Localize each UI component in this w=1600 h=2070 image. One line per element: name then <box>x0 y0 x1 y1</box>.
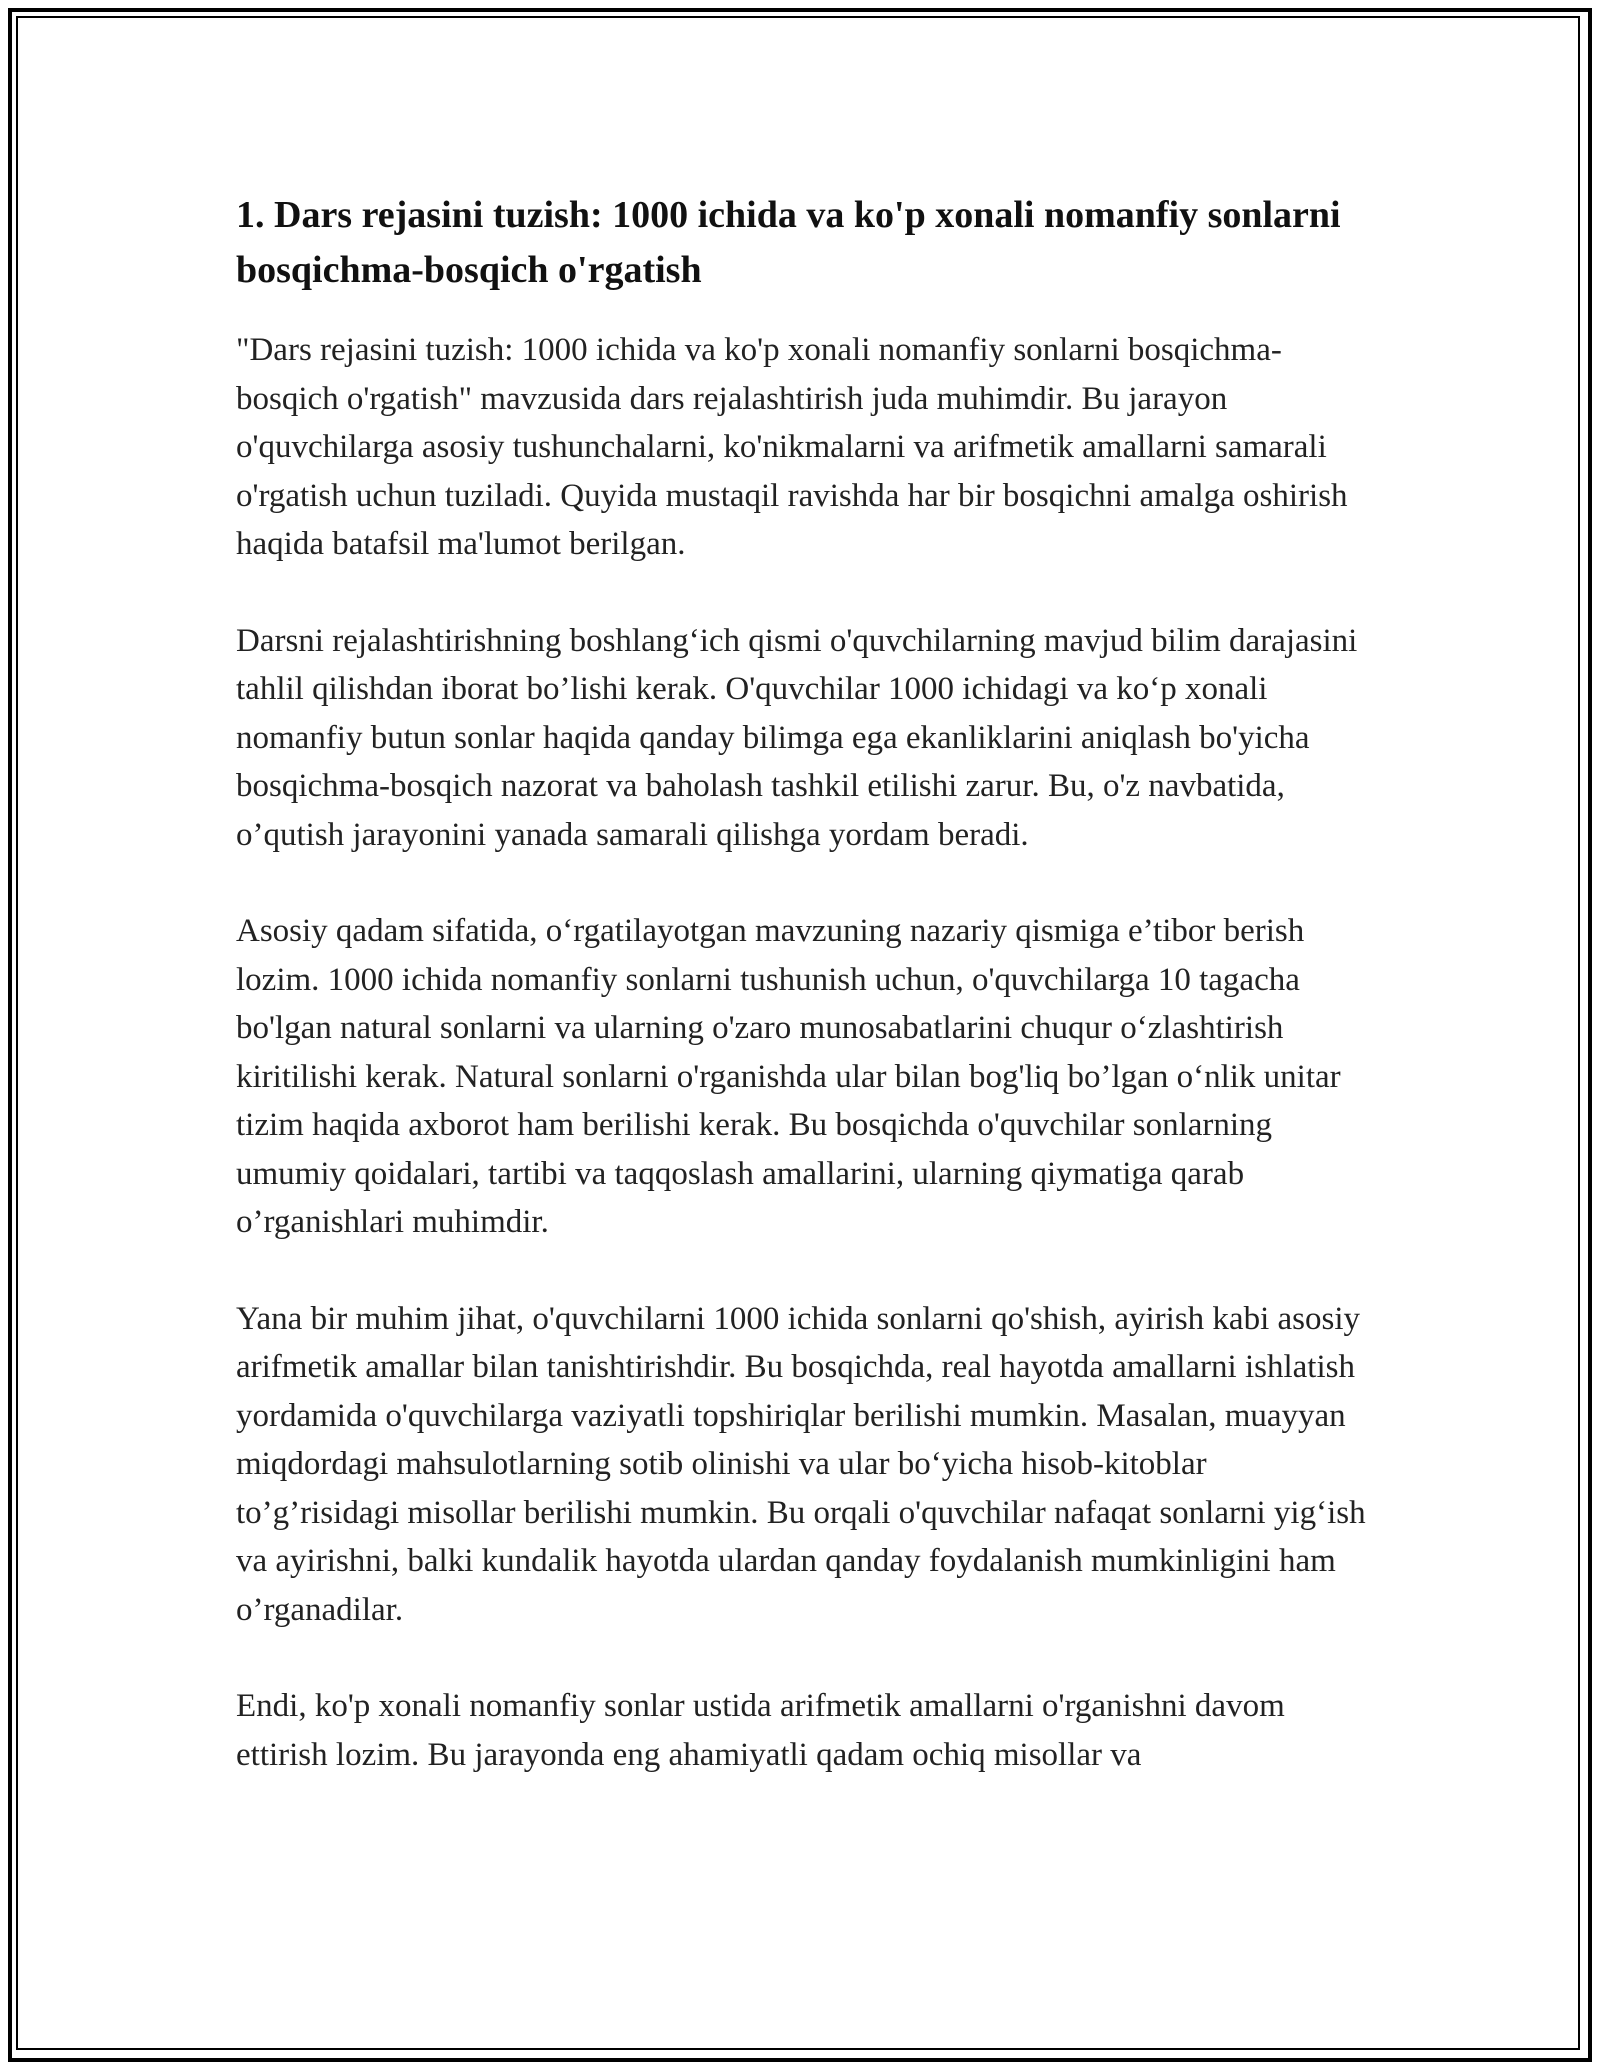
paragraph-multidigit: Endi, ko'p xonali nomanfiy sonlar ustida arifmetik amallarni o'rganishni davom ettirish lozim. Bu jarayonda eng ahamiyatli qadam ochiq misollar va <box>236 1688 1285 1773</box>
document-body <box>236 188 1376 1827</box>
paragraph-arithmetic: Yana bir muhim jihat, o'quvchilarni 1000 ichida sonlarni qo'shish, ayirish kabi asosiy arifmetik amallar bilan tanishtirishdir. Bu bosqichda, real hayotda amallarni ishlatish yordamida o'quvchilarga vaziyatli topshiriqlar berilishi mumkin. Masalan, muayyan miqdordagi mahsulotlarning sotib olinishi va ular bo‘yicha hisob-kitoblar to’g’risidagi misollar berilishi mumkin. Bu orqali o'quvchilar nafaqat sonlarni yig‘ish va ayirishni, balki kundalik hayotda ulardan qanday foydalanish mumkinligini ham o’rganadilar. <box>236 1300 1366 1628</box>
paragraph-intro: "Dars rejasini tuzish: 1000 ichida va ko'p xonali nomanfiy sonlarni bosqichma-bosqich o'rgatish" mavzusida dars rejalashtirish juda muhimdir. Bu jarayon o'quvchilarga asosiy tushunchalarni, ko'nikmalarni va arifmetik amallarni samarali o'rgatish uchun tuziladi. Quyida mustaqil ravishda har bir bosqichni amalga oshirish haqida batafsil ma'lumot berilgan. <box>236 332 1348 562</box>
section-heading: 1. Dars rejasini tuzish: 1000 ichida va ko'p xonali nomanfiy sonlarni bosqichma-bosqich o'rgatish <box>236 194 1341 291</box>
paragraph-theory: Asosiy qadam sifatida, o‘rgatilayotgan mavzuning nazariy qismiga e’tibor berish lozim. 1000 ichida nomanfiy sonlarni tushunish uchun, o'quvchilarga 10 tagacha bo'lgan natural sonlarni va ularning o'zaro munosabatlarini chuqur o‘zlashtirish kiritilishi kerak. Natural sonlarni o'rganishda ular bilan bog'liq bo’lgan o‘nlik unitar tizim haqida axborot ham berilishi kerak. Bu bosqichda o'quvchilar sonlarning umumiy qoidalari, tartibi va taqqoslash amallarini, ularning qiymatiga qarab o’rganishlari muhimdir. <box>236 913 1341 1240</box>
paragraph-initial-assessment: Darsni rejalashtirishning boshlang‘ich qismi o'quvchilarning mavjud bilim darajasini tahlil qilishdan iborat bo’lishi kerak. O'quvchilar 1000 ichidagi va ko‘p xonali nomanfiy butun sonlar haqida qanday bilimga ega ekanliklarini aniqlash bo'yicha bosqichma-bosqich nazorat va baholash tashkil etilishi zarur. Bu, o'z navbatida, o’qutish jarayonini yanada samarali qilishga yordam beradi. <box>236 622 1358 853</box>
